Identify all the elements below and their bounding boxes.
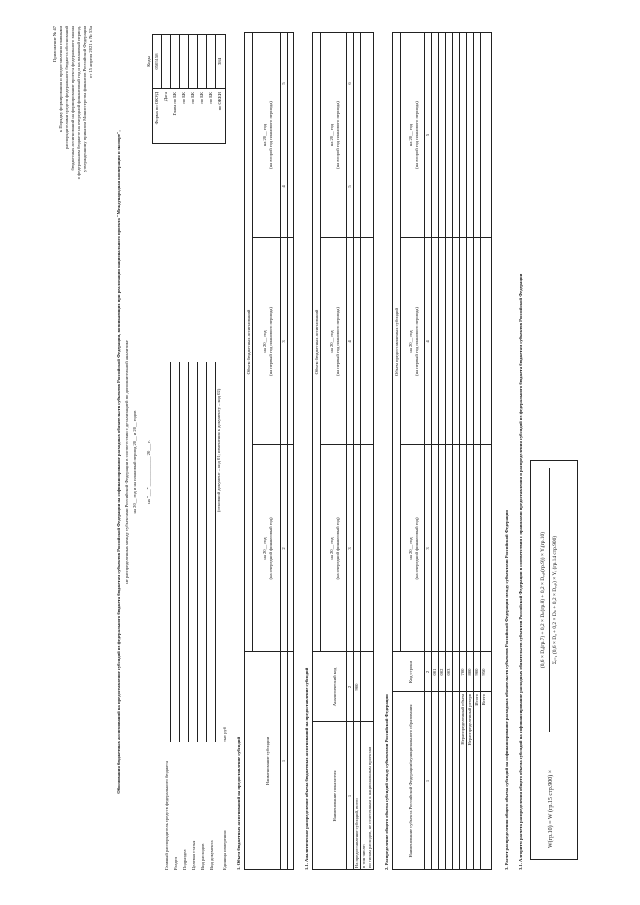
appendix-line: утвержденному приказом Министерства финансов Российской Федерации — [82, 26, 87, 172]
row-code: 001 — [432, 668, 437, 676]
codes-row-line — [179, 34, 180, 89]
row-code: 800 — [467, 668, 472, 676]
col-number: 5 — [347, 185, 352, 188]
col-number: 3 — [425, 547, 430, 550]
col-number: 4 — [425, 340, 430, 343]
col-header: на 20__ год — [262, 123, 267, 147]
header-field-label: Подраздел — [182, 849, 187, 870]
col-header: Код строки — [408, 661, 413, 683]
section-1-1-table — [312, 32, 374, 870]
codes-label: Форма по ОКУД — [154, 92, 159, 125]
col-subheader: (на первый год планового периода) — [335, 307, 340, 376]
unit-label: Единица измерения: — [222, 830, 227, 870]
col-number: 5 — [425, 133, 430, 137]
codes-header: Коды — [146, 56, 151, 67]
section-2-title: 2. Распределение общего объема субсидий между субъектами Российской Федерации — [384, 694, 389, 870]
header-field-label: Вид документа — [209, 840, 214, 870]
col-subheader: (на первый год планового периода) — [414, 307, 419, 376]
header-field-line — [188, 362, 189, 742]
header-field-label: Вид расходов — [200, 843, 205, 870]
col-subheader: (на очередной финансовый год) — [335, 517, 340, 580]
formula-denominator: Σᵢ₌₁ (0,6 × Dₐ + 0,2 × Dₙ + 0,2 × Dₑᵧₚ) × Yᵢ (гр.14 стр.900) — [552, 535, 558, 665]
appendix-line: к Порядку формирования и предоставления главными — [58, 26, 63, 133]
header-field-label: Главный распорядитель средств федерального бюджета — [164, 760, 169, 870]
codes-label: по БК — [199, 92, 204, 104]
row-code: 900 — [474, 668, 479, 676]
col-header: Наименование показателя — [332, 770, 337, 822]
row-label: Нераспределенный резерв — [467, 694, 472, 746]
section-1-1-title: 1.1. Аналитическое распределение объема бюджетных ассигнований на предоставление субсидий — [304, 667, 309, 870]
col-number: 1 — [425, 779, 430, 783]
col-number: 2 — [425, 670, 430, 674]
section-3-1-title: 3.1. Алгоритм расчета распределения общего объема субсидий на софинансирование расходных обязательств субъектов Российской Федерации в соответствии с правилами предоставления и распределения субсидий из федерального бюджета бюджетам субъектов Российской Федерации — [518, 273, 523, 870]
header-field-label: Раздел — [173, 857, 178, 870]
table-row-line — [360, 32, 361, 870]
formula-fraction-bar — [549, 468, 550, 732]
codes-label: по БК — [208, 92, 213, 104]
col-number: 4 — [281, 185, 286, 188]
col-subheader: (на второй год планового периода) — [335, 101, 340, 169]
col-header: Наименование субъекта Российской Федерации/муниципального образования — [408, 704, 413, 858]
table-row-line — [252, 32, 253, 652]
codes-label: по БК — [190, 92, 195, 104]
row-code: 002 — [439, 668, 444, 676]
col-group-header: Объем бюджетных ассигнований — [314, 309, 319, 375]
col-header: на 20__ год — [329, 537, 334, 560]
header-field-line — [197, 362, 198, 742]
col-header: на 20__ год — [408, 123, 413, 147]
section-1-title: 1. Объем бюджетных ассигнований на предоставление субсидий — [236, 736, 241, 870]
table-row-line — [400, 32, 401, 652]
codes-row-line — [188, 34, 189, 89]
appendix-line: Приложение № 47 — [52, 26, 57, 62]
codes-row-line — [161, 34, 162, 89]
row-code: 900 — [354, 683, 359, 691]
row-label: в том числе: — [361, 844, 366, 868]
table-row-line — [353, 32, 354, 870]
row-label: Итого — [474, 694, 479, 706]
formula-numerator: (0,6 × Dₐ(гр.7) + 0,2 × Dₙ(гр.8) + 0,2 × Dₑᵧₚ(гр.9)) × Yᵢ(гр.10) — [540, 531, 546, 669]
col-number: 6 — [347, 82, 352, 85]
codes-value: 384 — [217, 58, 222, 65]
appendix-line: бюджетных ассигнований на формирование проекта федерального закона — [70, 26, 75, 171]
row-code: 700 — [460, 668, 465, 676]
col-group-header: Объем бюджетных ассигнований — [246, 309, 251, 375]
codes-label: по ОКЕИ — [217, 92, 222, 111]
codes-label: по БК — [181, 92, 186, 104]
row-label: На предоставление субсидий, всего — [354, 798, 359, 868]
appendix-line: от 15 апреля 2021 г. № 53н — [88, 26, 93, 79]
rotated-document — [40, 12, 600, 892]
codes-row-line — [215, 34, 216, 89]
document-subtitle: не распределенных между субъектами Российской Федерации в соответствии с детализацией по дополнительной аналитике — [124, 340, 129, 584]
appendix-line: распорядителями средств федерального бюджета обоснований — [64, 26, 69, 150]
col-subheader: (на очередной финансовый год) — [414, 517, 419, 580]
col-header: Наименование субсидии — [265, 736, 270, 786]
header-field-label: Целевая статья — [191, 840, 196, 870]
col-subheader: (на второй год планового периода) — [414, 101, 419, 169]
formula-left: W(гр.10) = W (гр.15 стр.900) × — [548, 769, 554, 848]
col-number: 1 — [281, 759, 286, 763]
codes-row-line — [197, 34, 198, 89]
table-row-line — [445, 32, 446, 870]
col-header: Аналитический код — [332, 667, 337, 707]
col-subheader: (на второй год планового периода) — [268, 101, 273, 169]
codes-value: 0505158 — [154, 53, 159, 70]
section-3-title: 3. Расчет распределения общего объема субсидий на софинансирование расходных обязательств субъектов Российской Федерации между субъектами Российской Федерации — [504, 510, 509, 870]
col-header: на 20__ год — [329, 123, 334, 147]
col-header: на 20__ год — [262, 537, 267, 560]
col-group-header: Объем предоставляемых субсидий — [394, 308, 399, 376]
row-label: Всего — [481, 694, 486, 706]
status-note: (основной документ – код 01; изменения к документу – код 02) — [216, 388, 221, 512]
unit-value: тыс руб — [222, 726, 227, 742]
col-subheader: (на первый год планового периода) — [268, 307, 273, 376]
table-row-line — [287, 32, 288, 870]
table-row-line — [452, 32, 453, 870]
table-col-divider — [312, 651, 374, 652]
table-row-line — [320, 32, 321, 652]
codes-label: Дата — [163, 92, 168, 102]
col-number: 4 — [347, 340, 352, 343]
col-number: 5 — [281, 82, 286, 85]
row-code: 003 — [446, 668, 451, 676]
header-field-line — [206, 362, 207, 742]
codes-row-line — [206, 34, 207, 89]
row-label: Нераспределенный объем — [460, 694, 465, 745]
col-number: 3 — [347, 547, 352, 550]
appendix-line: о федеральном бюджете на очередной финансовый год и на плановый период, — [76, 26, 81, 180]
row-label: по типам расходов, не отнесенным к национальным проектам — [367, 746, 372, 868]
col-subheader: (на очередной финансовый год) — [268, 517, 273, 580]
table-row-line — [438, 32, 439, 870]
document-title: Обоснования бюджетных ассигнований на предоставление субсидий из федерального бюджета бюджетам субъектов Российской Федерации на софинансирование расходных обязательств субъектов Российской Федерации, возникающих при реализации национального проекта "Международная кооперация и экспорт", — [116, 130, 121, 794]
col-number: 3 — [281, 340, 286, 343]
document-period: на 20__ год и на плановый период 20__ и 20__ годов — [132, 410, 137, 514]
codes-row-line — [170, 34, 171, 89]
col-number: 2 — [347, 685, 352, 689]
col-header: на 20__ год — [262, 330, 267, 353]
col-number: 2 — [281, 547, 286, 550]
codes-label: Глава по БК — [172, 92, 177, 116]
col-header: на 20__ год — [408, 537, 413, 560]
header-field-line — [179, 362, 180, 742]
col-header: на 20__ год — [408, 330, 413, 353]
row-code: 950 — [481, 668, 486, 676]
table-col-divider — [312, 721, 374, 722]
document-date: на "___" _____________ 20___ г. — [146, 440, 151, 504]
col-header: на 20__ год — [329, 330, 334, 353]
table-row-line — [431, 32, 432, 870]
header-field-line — [170, 362, 171, 742]
col-number: 1 — [347, 794, 352, 798]
